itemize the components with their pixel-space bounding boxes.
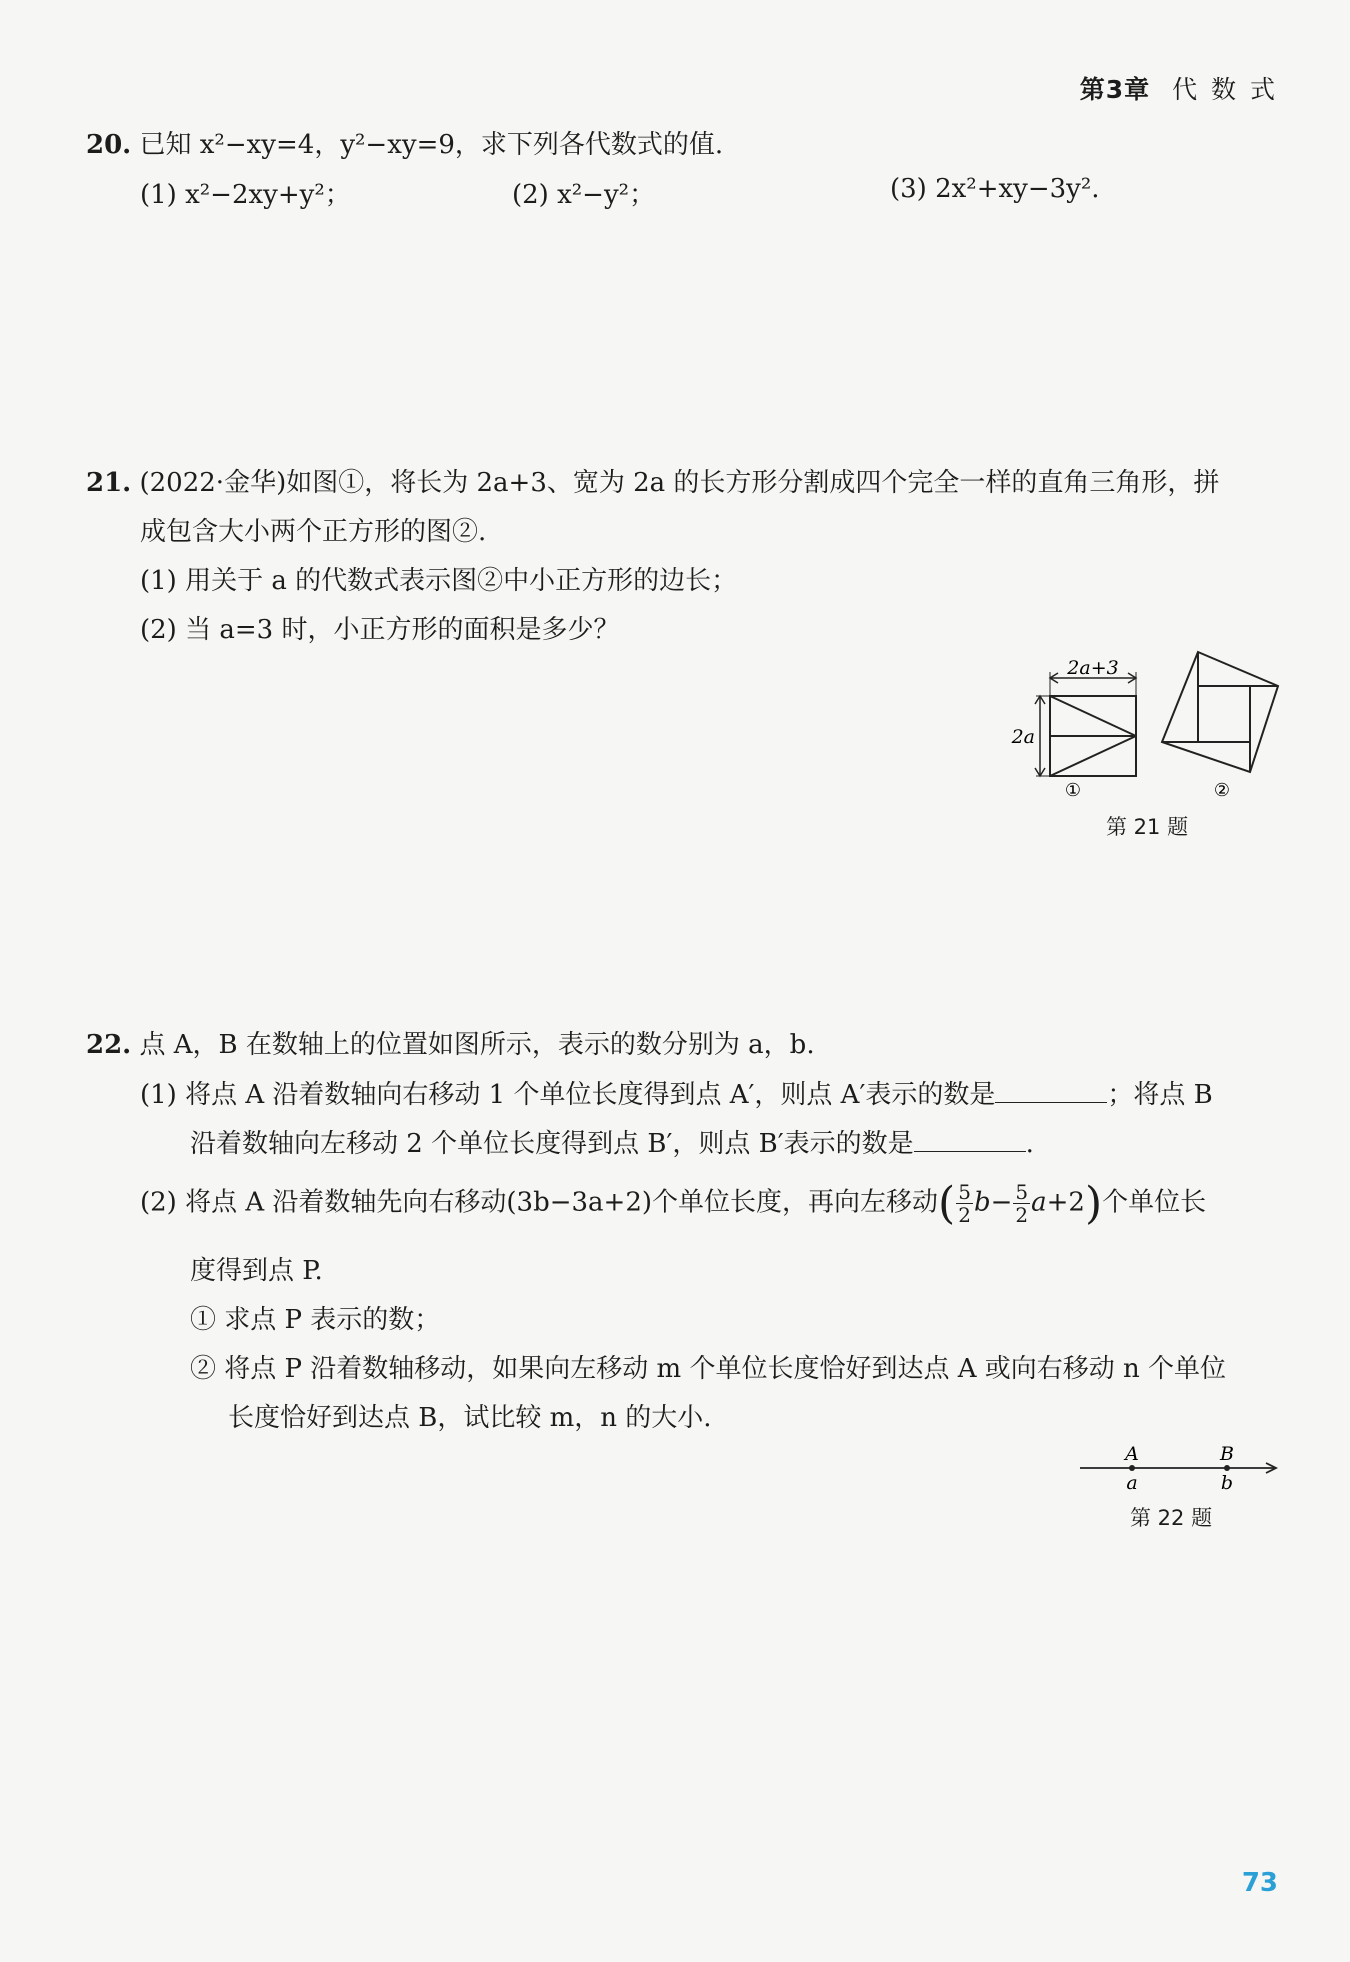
q20-number: 20. bbox=[86, 130, 132, 160]
q22-number-line bbox=[1070, 1438, 1290, 1508]
q20-part2: (2) x²−y²； bbox=[512, 180, 656, 210]
fraction-five-halves-1: $\frac{5}{2}$ bbox=[958, 1180, 971, 1227]
q22-part1-line1 bbox=[140, 1074, 1213, 1111]
page-number: 73 bbox=[1241, 1868, 1278, 1898]
q22-part1-line2 bbox=[190, 1123, 1034, 1160]
q22-part1-text-a: (1) 将点 A 沿着数轴向右移动 1 个单位长度得到点 A′，则点 A′表示的数是 bbox=[140, 1080, 996, 1110]
chapter-header bbox=[1080, 70, 1278, 106]
var-b: b bbox=[973, 1187, 991, 1218]
point-b-label: B bbox=[1220, 1443, 1234, 1465]
q22-part2-line2: 度得到点 P. bbox=[190, 1256, 323, 1286]
q22-part1-text-d: . bbox=[1025, 1129, 1034, 1159]
q21-number: 21. bbox=[86, 468, 132, 498]
q21-part1: (1) 用关于 a 的代数式表示图②中小正方形的边长； bbox=[140, 566, 738, 596]
q21-text-line1: (2022·金华)如图①，将长为 2a+3、宽为 2a 的长方形分割成四个完全一样的直角三角形，拼 bbox=[139, 468, 1220, 498]
point-a-dot bbox=[1129, 1465, 1135, 1471]
q22-sub2-line1: ② 将点 P 沿着数轴移动，如果向左移动 m 个单位长度恰好到达点 A 或向右移动 n 个单位 bbox=[190, 1354, 1227, 1384]
q22-part2-line1 bbox=[140, 1178, 1206, 1229]
figure-2-squares bbox=[1162, 652, 1278, 801]
figure-2-label: ② bbox=[1213, 780, 1231, 801]
q22-part2-text-a: (2) 将点 A 沿着数轴先向右移动(3b−3a+2)个单位长度，再向左移动 bbox=[140, 1187, 939, 1218]
figure-1-rectangle bbox=[1011, 657, 1136, 801]
value-b-label: b bbox=[1220, 1472, 1234, 1494]
answer-blank-b-prime[interactable] bbox=[914, 1129, 1026, 1152]
q22-sub1: ① 求点 P 表示的数； bbox=[190, 1305, 441, 1335]
width-label: 2a+3 bbox=[1067, 657, 1119, 679]
minus-sign: − bbox=[990, 1187, 1013, 1218]
q22-part2-text-d: 个单位长 bbox=[1102, 1187, 1207, 1218]
q22-stem: 点 A，B 在数轴上的位置如图所示，表示的数分别为 a，b. bbox=[139, 1030, 815, 1060]
q22-number: 22. bbox=[86, 1030, 132, 1060]
q21-line1 bbox=[86, 462, 1219, 499]
q20-stem-line bbox=[86, 124, 723, 161]
q20-stem: 已知 x²−xy=4，y²−xy=9，求下列各代数式的值. bbox=[139, 130, 724, 160]
chapter-title: 代 数 式 bbox=[1172, 75, 1278, 104]
q22-figure-caption: 第 22 题 bbox=[1130, 1506, 1213, 1530]
point-a-label: A bbox=[1125, 1443, 1139, 1465]
q20-part1: (1) x²−2xy+y²； bbox=[140, 180, 351, 210]
q21-line2: 成包含大小两个正方形的图②. bbox=[140, 517, 487, 547]
point-b-dot bbox=[1224, 1465, 1230, 1471]
q22-part1-text-c: 沿着数轴向左移动 2 个单位长度得到点 B′，则点 B′表示的数是 bbox=[190, 1129, 914, 1159]
q20-part3: (3) 2x²+xy−3y². bbox=[890, 174, 1100, 204]
q21-part2: (2) 当 a=3 时，小正方形的面积是多少？ bbox=[140, 615, 620, 645]
plus-two: +2 bbox=[1046, 1187, 1085, 1218]
q22-sub2-line2: 长度恰好到达点 B，试比较 m，n 的大小. bbox=[228, 1403, 712, 1433]
fraction-five-halves-2: $\frac{5}{2}$ bbox=[1015, 1180, 1029, 1227]
q22-stem-line bbox=[86, 1024, 815, 1061]
height-label: 2a bbox=[1011, 726, 1035, 748]
var-a: a bbox=[1031, 1187, 1047, 1218]
chapter-number: 第3章 bbox=[1079, 75, 1151, 104]
right-paren: ) bbox=[1084, 1178, 1103, 1229]
answer-blank-a-prime[interactable] bbox=[995, 1080, 1107, 1103]
value-a-label: a bbox=[1126, 1472, 1138, 1494]
left-paren: ( bbox=[938, 1178, 956, 1229]
q22-part1-text-b: ；将点 B bbox=[1107, 1080, 1213, 1110]
q21-figure-caption: 第 21 题 bbox=[1106, 815, 1189, 839]
figure-1-label: ① bbox=[1064, 780, 1082, 801]
